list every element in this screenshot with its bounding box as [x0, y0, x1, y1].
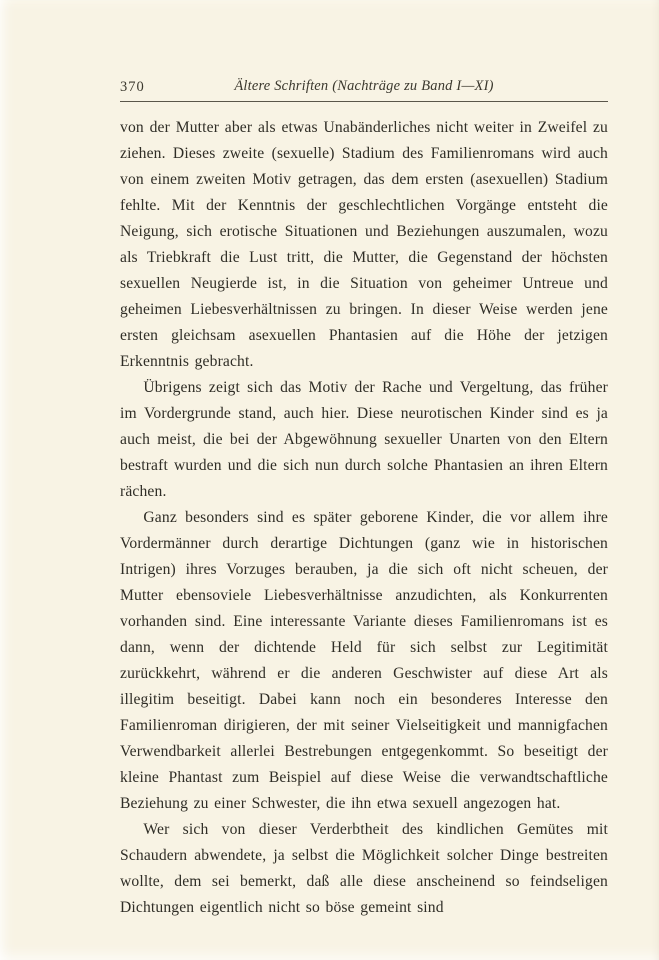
page-header — [120, 78, 608, 99]
paragraph: Wer sich von dieser Verderbtheit des kindlichen Gemütes mit Schaudern abwendete, ja selbst die Möglichkeit solcher Dinge bestreiten wollte, dem sei bemerkt, daß alle diese anscheinend so feindseligen Dichtungen eigentlich nicht so böse gemeint sind — [120, 821, 608, 916]
header-rule — [120, 101, 608, 102]
paragraph: von der Mutter aber als etwas Unabänderliches nicht weiter in Zweifel zu ziehen. Dieses zweite (sexuelle) Stadium des Familienromans wird auch von einem zweiten Motiv getragen, das dem ersten (asexuellen) Stadium fehlte. Mit der Kenntnis der geschlechtlichen Vorgänge entsteht die Neigung, sich erotische Situationen und Beziehungen auszumalen, wozu als Triebkraft die Lust tritt, die Mutter, die Gegenstand der höchsten sexuellen Neugierde ist, in die Situation von geheimer Untreue und geheimen Liebesverhältnissen zu bringen. In dieser Weise werden jene ersten gleichsam asexuellen Phantasien auf die Höhe der jetzigen Erkenntnis gebracht. — [120, 119, 608, 370]
paragraph: Übrigens zeigt sich das Motiv der Rache und Vergeltung, das früher im Vordergrunde stand, auch hier. Diese neurotischen Kinder sind es ja auch meist, die bei der Abgewöhnung sexueller Unarten von den Eltern bestraft wurden und die sich nun durch solche Phantasien an ihren Eltern rächen. — [120, 379, 608, 500]
running-title: Ältere Schriften (Nachträge zu Band I—XI) — [234, 78, 494, 94]
text-block — [120, 115, 608, 921]
page — [120, 78, 608, 921]
page-number: 370 — [120, 79, 145, 95]
paragraph: Ganz besonders sind es später geborene Kinder, die vor allem ihre Vordermänner durch derartige Dichtungen (ganz wie in historischen Intrigen) ihres Vorzuges berauben, ja die sich oft nicht scheuen, der Mutter ebensoviele Liebesverhältnisse anzudichten, als Konkurrenten vorhanden sind. Eine interessante Variante dieses Familienromans ist es dann, wenn der dichtende Held für sich selbst zur Legitimität zurückkehrt, während er die anderen Geschwister auf diese Art als illegitim beseitigt. Dabei kann noch ein besonderes Interesse den Familienroman dirigieren, der mit seiner Vielseitigkeit und mannigfachen Verwendbarkeit allerlei Bestrebungen entgegenkommt. So beseitigt der kleine Phantast zum Beispiel auf diese Weise die verwandtschaftliche Beziehung zu einer Schwester, die ihn etwa sexuell angezogen hat. — [120, 509, 608, 812]
